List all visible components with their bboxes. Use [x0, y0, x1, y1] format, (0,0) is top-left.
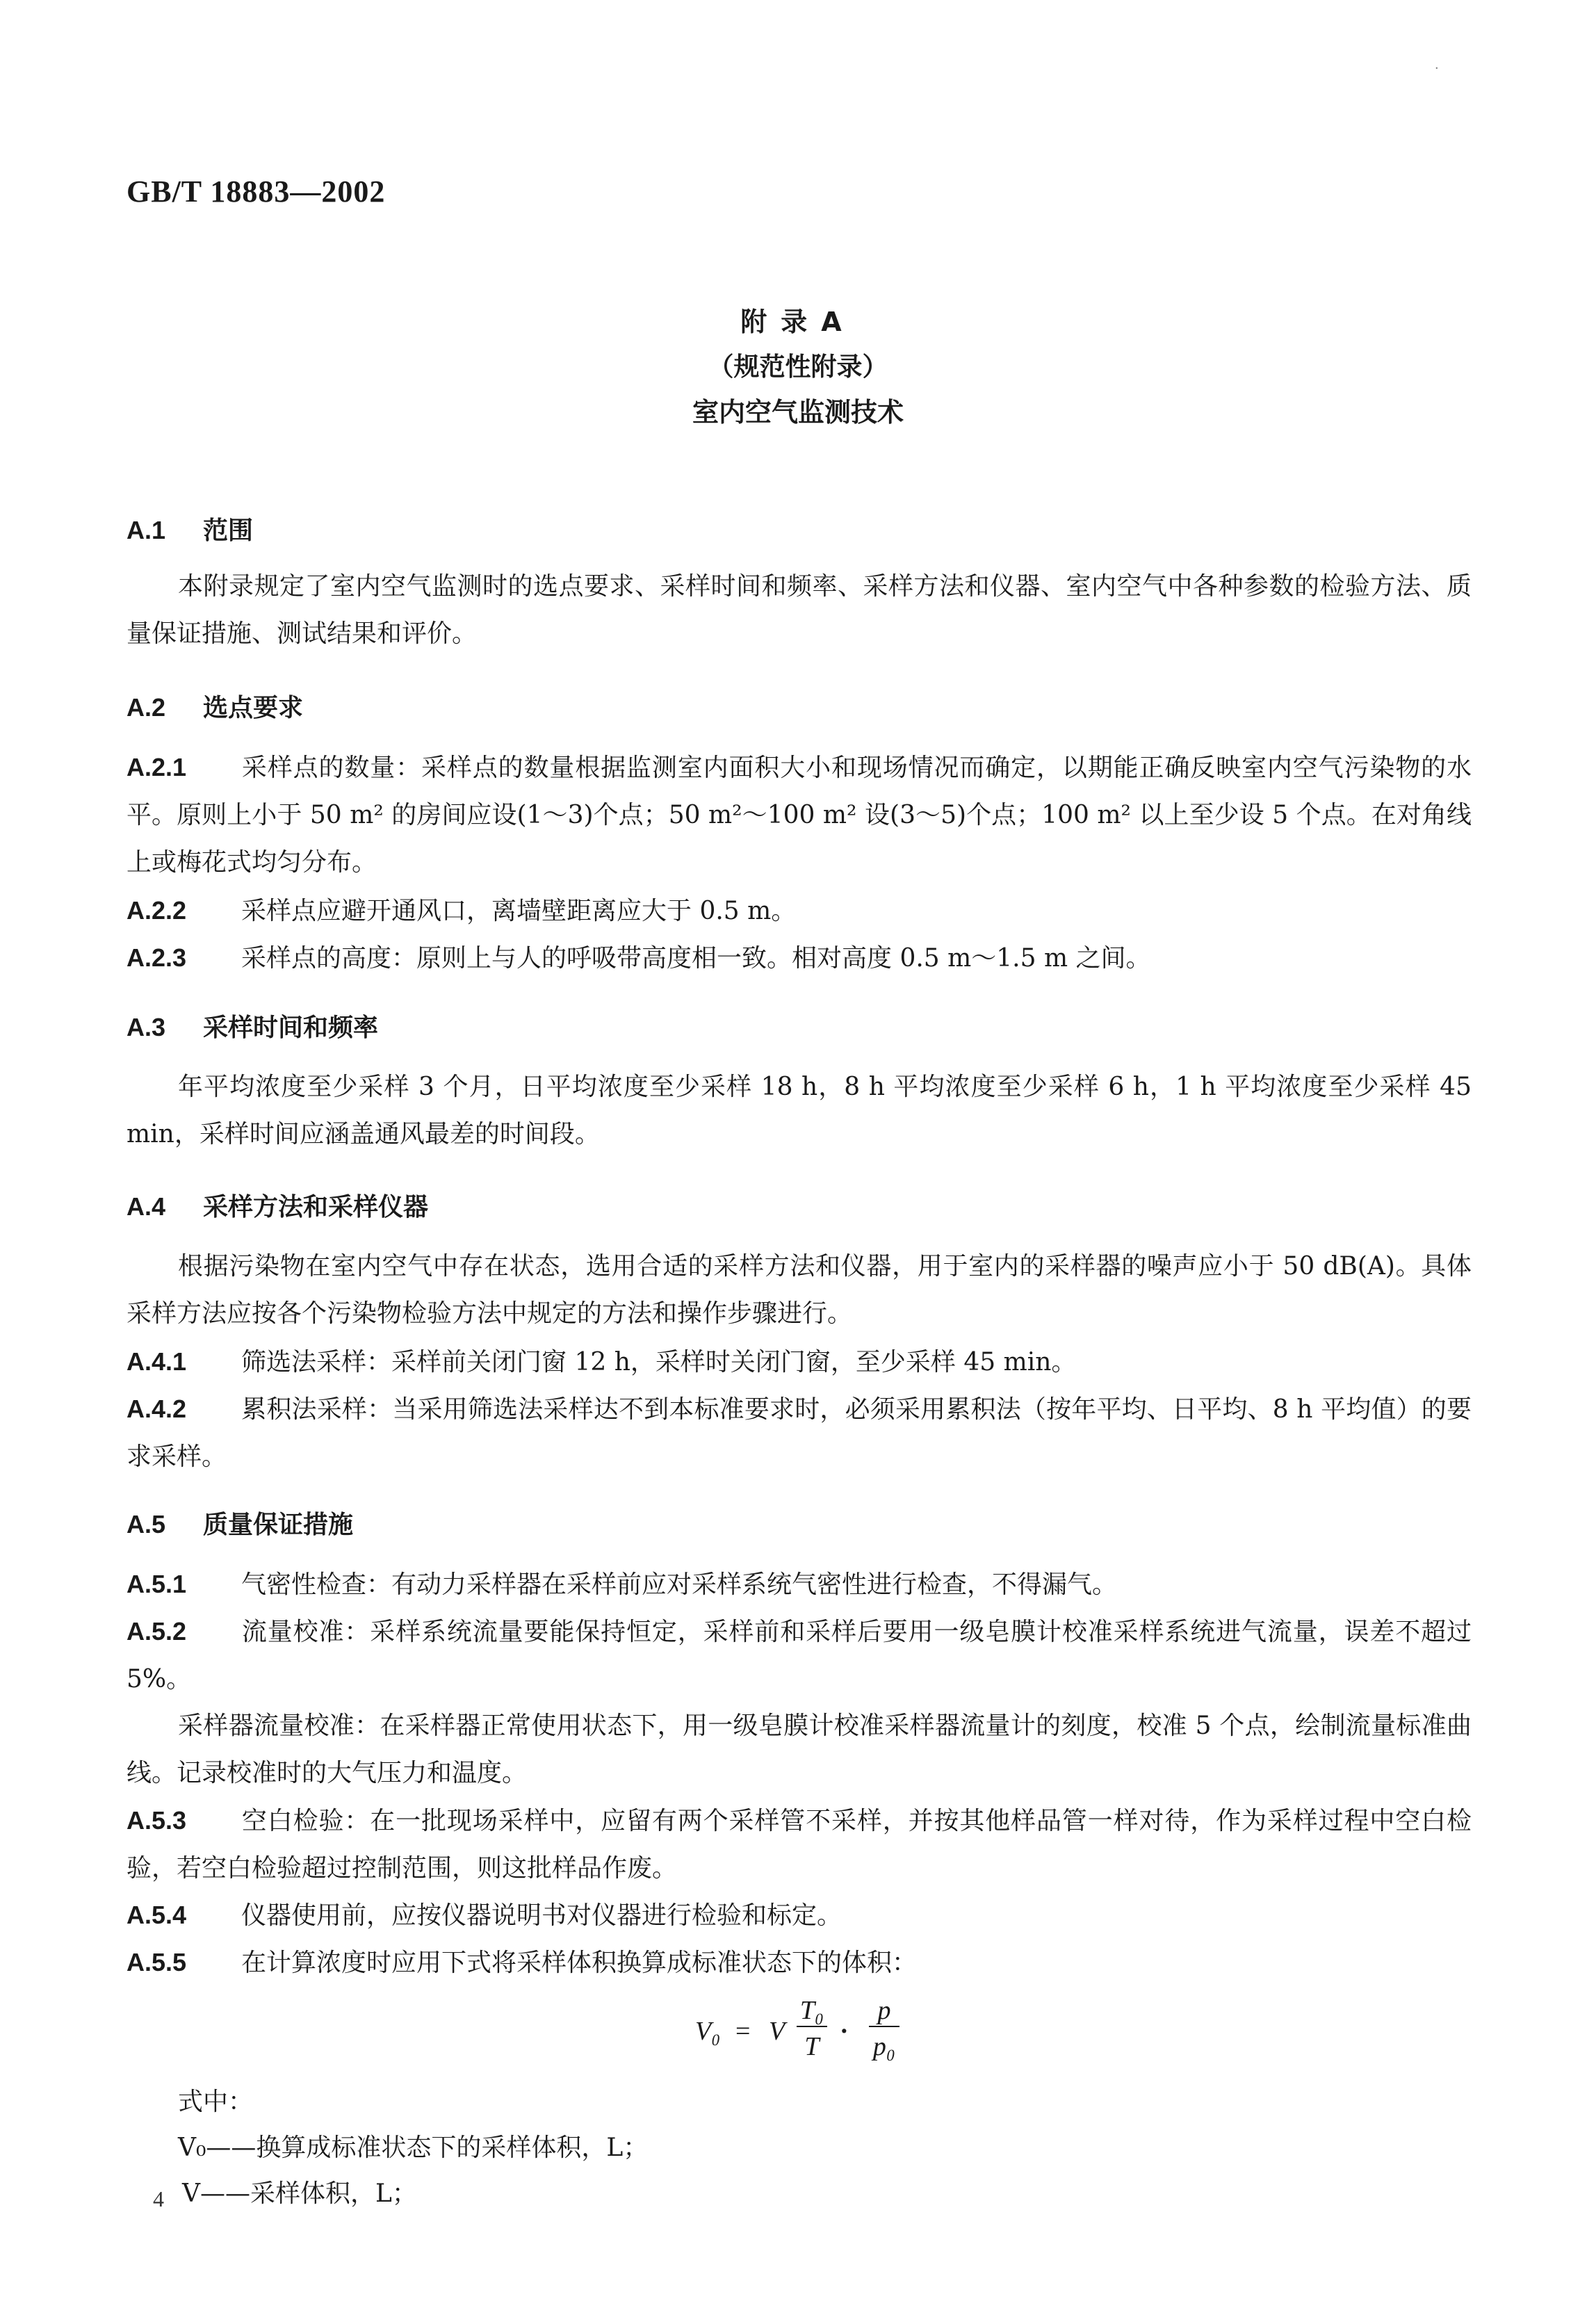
clause-number: A.5.2 — [127, 1617, 187, 1646]
clause-text: 仪器使用前，应按仪器说明书对仪器进行检验和标定。 — [241, 1901, 842, 1930]
section-number: A.1 — [127, 516, 166, 544]
section-title: 采样方法和采样仪器 — [203, 1193, 429, 1221]
paragraph-sampling-time: 年平均浓度至少采样 3 个月，日平均浓度至少采样 18 h，8 h 平均浓度至少采样 6 h，1 h 平均浓度至少采样 45 min，采样时间应涵盖通风最差的时间段。 — [127, 1073, 1472, 1148]
clause-a51 — [127, 1561, 1472, 1609]
clause-a41 — [127, 1338, 1472, 1386]
clause-number: A.2.3 — [127, 943, 187, 972]
section-title: 范围 — [203, 517, 254, 545]
formula-t0: T₀ — [797, 1995, 827, 2027]
formula-p0: p₀ — [872, 2032, 896, 2061]
formula-t: T — [804, 2032, 820, 2061]
clause-a23 — [127, 934, 1472, 982]
clause-number: A.5.4 — [127, 1901, 187, 1929]
section-number: A.2 — [127, 693, 166, 722]
clause-text: 采样点的数量：采样点的数量根据监测室内面积大小和现场情况而确定，以期能正确反映室内空气污染物的水平。原则上小于 50 m² 的房间应设(1～3)个点；50 m²～100 m² 设(3～5)个点；100 m² 以上至少设 5 个点。在对角线上或梅花式均匀分布。 — [127, 754, 1472, 877]
paragraph-sampling-method: 根据污染物在室内空气中存在状态，选用合适的采样方法和仪器，用于室内的采样器的噪声应小于 50 dB(A)。具体采样方法应按各个污染物检验方法中规定的方法和操作步骤进行。 — [127, 1252, 1472, 1328]
where-item: V₀——换算成标准状态下的采样体积，L； — [178, 2134, 649, 2162]
paragraph-scope: 本附录规定了室内空气监测时的选点要求、采样时间和频率、采样方法和仪器、室内空气中各种参数的检验方法、质量保证措施、测试结果和评价。 — [127, 572, 1472, 648]
formula-lhs: V₀ — [695, 2017, 721, 2046]
clause-a22 — [127, 887, 1472, 935]
clause-text: 采样点的高度：原则上与人的呼吸带高度相一致。相对高度 0.5 m～1.5 m 之间。 — [241, 944, 1151, 973]
clause-a42 — [127, 1386, 1472, 1481]
clause-a21 — [127, 744, 1472, 886]
formula-equals: = — [735, 2017, 751, 2046]
section-title: 质量保证措施 — [203, 1511, 354, 1539]
clause-a54 — [127, 1892, 1472, 1940]
section-heading-a4 — [127, 1187, 1472, 1223]
clause-a53 — [127, 1797, 1472, 1892]
formula-v: V — [769, 2017, 785, 2046]
section-title: 选点要求 — [203, 694, 304, 722]
clause-text: 在计算浓度时应用下式将采样体积换算成标准状态下的体积： — [241, 1949, 918, 1977]
clause-number: A.5.3 — [127, 1806, 187, 1835]
volume-conversion-formula — [695, 1995, 918, 2072]
clause-text: 累积法采样：当采用筛选法采样达不到本标准要求时，必须采用累积法（按年平均、日平均、8 h 平均值）的要求采样。 — [127, 1395, 1472, 1471]
where-label: 式中： — [178, 2088, 254, 2116]
section-number: A.5 — [127, 1510, 166, 1538]
page-number: 4 — [153, 2186, 164, 2211]
clause-text: 气密性检查：有动力采样器在采样前应对采样系统气密性进行检查，不得漏气。 — [241, 1570, 1118, 1599]
clause-number: A.2.1 — [127, 753, 187, 781]
section-title: 采样时间和频率 — [203, 1014, 379, 1042]
clause-a55 — [127, 1939, 1472, 1987]
section-heading-a5 — [127, 1505, 1472, 1541]
clause-number: A.5.5 — [127, 1948, 187, 1976]
section-number: A.4 — [127, 1192, 166, 1221]
section-heading-a3 — [127, 1008, 1472, 1043]
clause-number: A.5.1 — [127, 1570, 187, 1598]
clause-a52 — [127, 1608, 1472, 1703]
section-number: A.3 — [127, 1013, 166, 1041]
clause-number: A.4.1 — [127, 1347, 187, 1376]
clause-number: A.4.2 — [127, 1395, 187, 1423]
standard-code: GB/T 18883—2002 — [127, 174, 386, 209]
clause-text: 筛选法采样：采样前关闭门窗 12 h，采样时关闭门窗，至少采样 45 min。 — [241, 1348, 1077, 1376]
clause-number: A.2.2 — [127, 896, 187, 925]
scan-dot: · — [1435, 61, 1439, 76]
annex-name: 室内空气监测技术 — [692, 397, 904, 428]
where-item: V——采样体积，L； — [182, 2179, 417, 2208]
formula-p: p — [869, 1995, 899, 2027]
clause-text: 采样点应避开通风口，离墙壁距离应大于 0.5 m。 — [241, 897, 797, 925]
section-heading-a1 — [127, 511, 1472, 546]
clause-text: 空白检验：在一批现场采样中，应留有两个采样管不采样，并按其他样品管一样对待，作为采样过程中空白检验，若空白检验超过控制范围，则这批样品作废。 — [127, 1807, 1472, 1883]
annex-title: 附录A — [740, 307, 856, 337]
section-heading-a2 — [127, 688, 1472, 724]
paragraph-flow-calibration: 采样器流量校准：在采样器正常使用状态下，用一级皂膜计校准采样器流量计的刻度，校准 5 个点，绘制流量标准曲线。记录校准时的大气压力和温度。 — [127, 1712, 1472, 1787]
clause-text: 流量校准：采样系统流量要能保持恒定，采样前和采样后要用一级皂膜计校准采样系统进气流量，误差不超过 5%。 — [127, 1618, 1472, 1693]
formula-dot: · — [840, 2017, 849, 2046]
annex-subtitle: （规范性附录） — [708, 352, 888, 382]
